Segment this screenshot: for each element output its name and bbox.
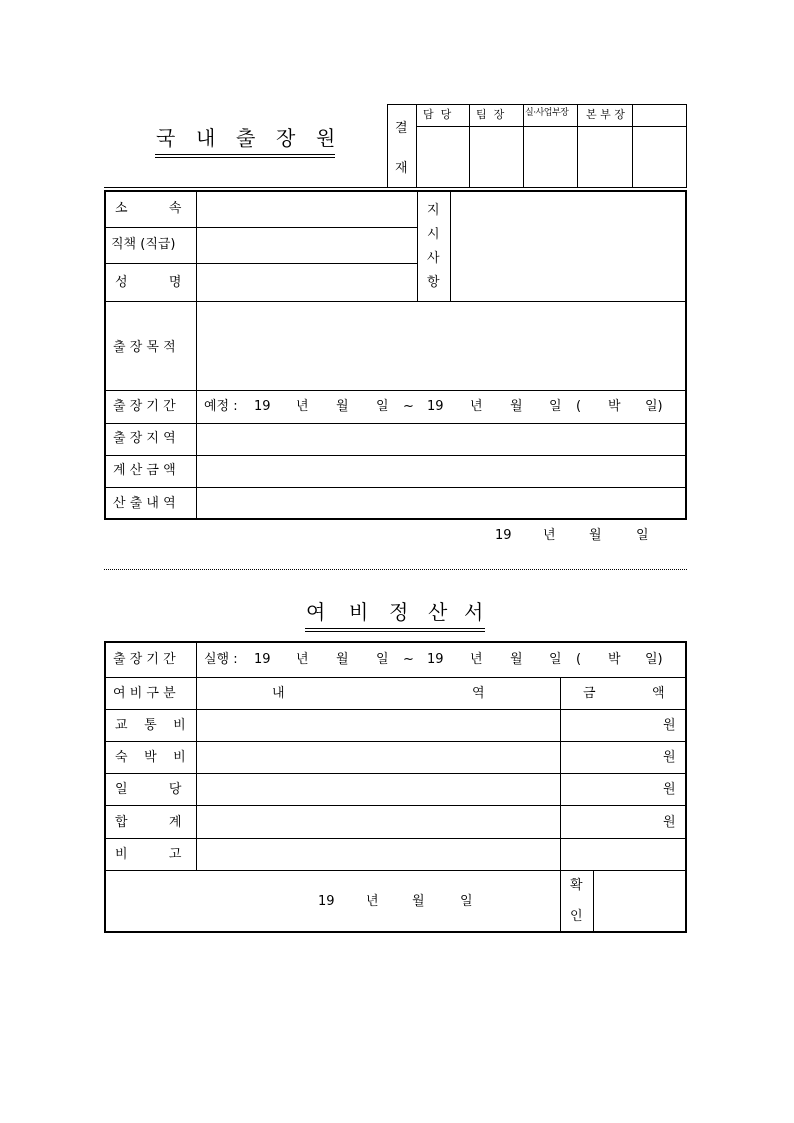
title-underline <box>305 631 485 632</box>
approval-col-staff: 담 당 <box>423 108 452 121</box>
period-tilde: ~ <box>403 399 414 414</box>
label-amount: 계 산 금 액 <box>113 463 176 478</box>
period-unit: 년 <box>296 652 309 667</box>
approval-col-department-head: 본 부 장 <box>586 108 625 121</box>
unit-won: 원 <box>663 718 676 733</box>
unit-won: 원 <box>663 782 676 797</box>
period-unit: 월 <box>510 652 523 667</box>
title-underline <box>155 157 335 158</box>
period-unit: 년 <box>296 399 309 414</box>
period-unit: 월 <box>336 652 349 667</box>
period-unit: 일 <box>549 652 562 667</box>
instruction-char: 시 <box>427 227 440 242</box>
period-prefix: 예정 : <box>204 399 238 414</box>
header-amount: 금 <box>583 686 596 701</box>
title-char: 비 <box>349 600 369 624</box>
cut-line <box>104 569 687 570</box>
label-per-diem: 일 당 <box>115 782 182 797</box>
period-year: 19 <box>254 652 271 667</box>
label-breakdown: 산 출 내 역 <box>113 496 176 511</box>
period-unit: 일) <box>645 399 663 414</box>
label-remarks: 비 고 <box>115 847 182 862</box>
header-amount: 액 <box>652 686 665 701</box>
header-detail: 역 <box>472 686 485 701</box>
period-year: 19 <box>427 399 444 414</box>
title-char: 장 <box>276 126 296 150</box>
date-unit: 년 <box>366 894 379 909</box>
title-char: 원 <box>316 126 336 150</box>
date-year: 19 <box>495 528 512 543</box>
label-period: 출 장 기 간 <box>113 399 176 414</box>
confirm-char: 인 <box>570 909 583 924</box>
period-tilde: ~ <box>403 652 414 667</box>
label-expense-category: 여 비 구 분 <box>113 686 176 701</box>
date-unit: 년 <box>543 528 556 543</box>
header-detail: 내 <box>272 686 285 701</box>
period-unit: 월 <box>510 399 523 414</box>
period-unit: 년 <box>470 399 483 414</box>
label-transport: 교 통 비 <box>115 718 186 733</box>
separator-line <box>104 187 687 188</box>
label-lodging: 숙 박 비 <box>115 750 186 765</box>
title-char: 산 <box>428 600 448 624</box>
period-year: 19 <box>427 652 444 667</box>
title-underline <box>155 154 335 155</box>
title-char: 국 <box>156 126 176 150</box>
title-char: 정 <box>389 600 409 624</box>
title-underline <box>305 628 485 629</box>
period-year: 19 <box>254 399 271 414</box>
approval-col-team-lead: 팀 장 <box>476 108 505 121</box>
period-paren: ( <box>576 652 582 667</box>
period-unit: 일 <box>376 652 389 667</box>
date-year: 19 <box>318 894 335 909</box>
label-affiliation: 소 속 <box>115 201 182 216</box>
label-total: 합 계 <box>115 815 182 830</box>
title-char: 출 <box>236 126 256 150</box>
label-actual-period: 출 장 기 간 <box>113 652 176 667</box>
period-prefix: 실행 : <box>204 652 238 667</box>
period-paren: ( <box>576 399 582 414</box>
date-unit: 월 <box>412 894 425 909</box>
unit-won: 원 <box>663 750 676 765</box>
approval-label: 결 <box>395 121 408 136</box>
label-purpose: 출 장 목 적 <box>113 340 176 355</box>
title-char: 내 <box>196 126 216 150</box>
date-unit: 월 <box>589 528 602 543</box>
date-unit: 일 <box>460 894 473 909</box>
period-unit: 일 <box>376 399 389 414</box>
period-unit: 월 <box>336 399 349 414</box>
confirm-char: 확 <box>570 878 583 893</box>
title-char: 여 <box>306 600 326 624</box>
instruction-char: 항 <box>427 275 440 290</box>
title-char: 서 <box>464 600 484 624</box>
label-position: 직책 (직급) <box>111 237 176 252</box>
unit-won: 원 <box>663 815 676 830</box>
date-unit: 일 <box>636 528 649 543</box>
period-unit: 박 <box>608 652 621 667</box>
label-region: 출 장 지 역 <box>113 431 176 446</box>
label-name: 성 명 <box>115 275 182 290</box>
period-unit: 년 <box>470 652 483 667</box>
approval-col-division-head: 실·사업부장 <box>525 108 569 118</box>
period-unit: 박 <box>608 399 621 414</box>
approval-label: 재 <box>395 161 408 176</box>
period-unit: 일) <box>645 652 663 667</box>
instruction-char: 사 <box>427 251 440 266</box>
instruction-char: 지 <box>427 203 440 218</box>
period-unit: 일 <box>549 399 562 414</box>
